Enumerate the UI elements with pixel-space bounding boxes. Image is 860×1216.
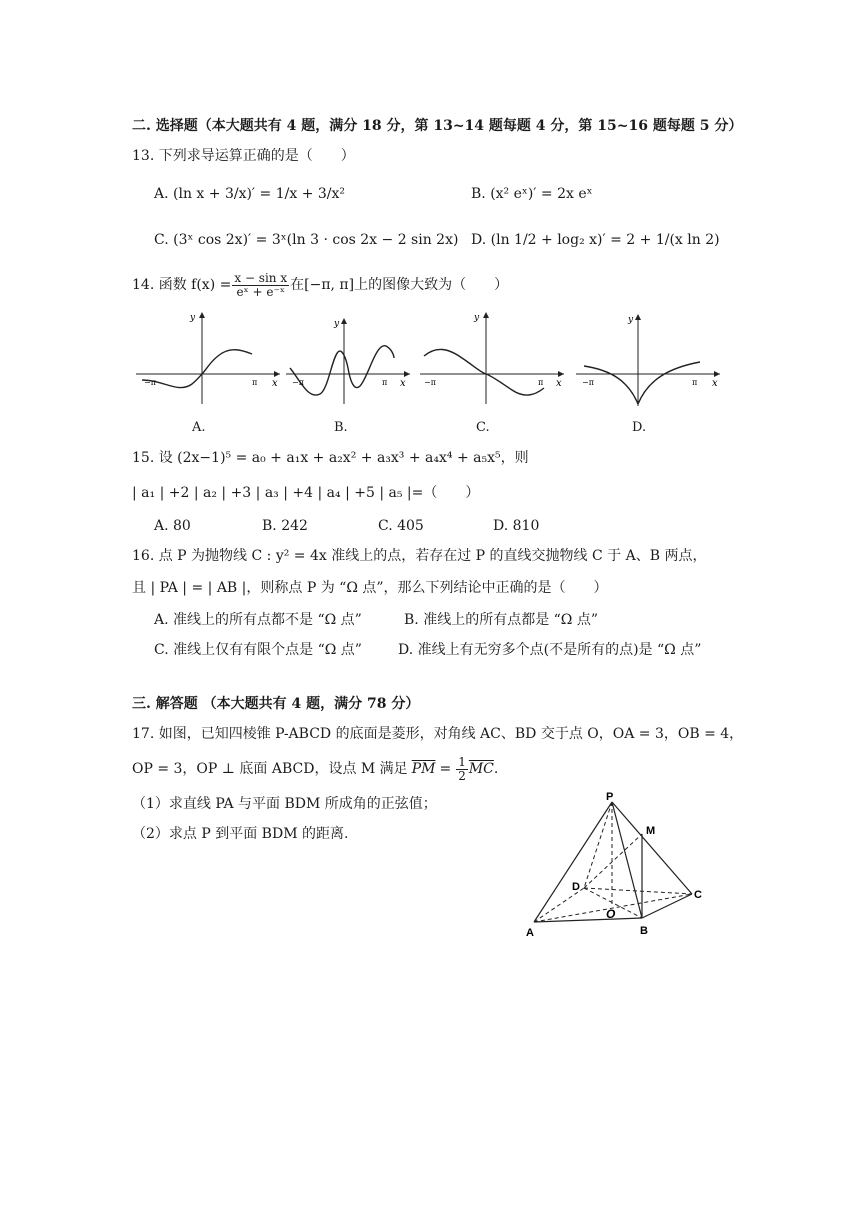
label-o: O <box>606 907 616 921</box>
half-denominator: 2 <box>458 768 466 783</box>
graph-b-curve <box>290 346 394 395</box>
edge-dm <box>584 834 642 888</box>
graph-b-y-label: y <box>334 319 340 329</box>
line2-period: . <box>493 760 499 777</box>
label-a: A <box>526 927 534 939</box>
graph-d-pi: π <box>692 378 698 387</box>
equals-sign: = <box>439 760 452 777</box>
graph-b-y-arrow <box>341 318 347 324</box>
half-fraction <box>456 756 468 782</box>
q14-fraction <box>232 272 289 298</box>
graph-a-pi: π <box>252 378 258 387</box>
q16-option-b: B. 准线上的所有点都是 “Ω 点” <box>404 612 599 628</box>
q14-fraction-denominator: eˣ + e⁻ˣ <box>236 284 285 299</box>
graph-b-label: B. <box>334 420 348 435</box>
graph-c-curve <box>424 349 544 395</box>
graph-d <box>574 308 724 408</box>
q15-option-a: A. 80 <box>154 518 191 534</box>
label-d: D <box>572 881 580 893</box>
q13-option-d: D. (ln 1/2 + log₂ x)′ = 2 + 1/(x ln 2) <box>471 232 720 248</box>
q17-line1: 17. 如图，已知四棱锥 P-ABCD 的底面是菱形，对角线 AC、BD 交于点 O，OA = 3，OB = 4， <box>132 726 744 742</box>
graph-a-curve <box>142 350 252 388</box>
q16-line1: 16. 点 P 为抛物线 C : y² = 4x 准线上的点，若存在过 P 的直线交抛物线 C 于 A、B 两点， <box>132 548 707 564</box>
graph-a-y-arrow <box>199 312 205 318</box>
q17-part2: （2）求点 P 到平面 BDM 的距离. <box>132 826 349 842</box>
section-3-title: 三. 解答题 （本大题共有 4 题，满分 78 分） <box>132 696 420 712</box>
label-b: B <box>640 925 648 937</box>
graph-c-pi: π <box>538 378 544 387</box>
graph-d-y-label: y <box>628 315 634 325</box>
graph-a-neg-pi: −π <box>144 378 156 387</box>
half-numerator: 1 <box>458 755 466 769</box>
q13-stem: 13. 下列求导运算正确的是（ ） <box>132 148 355 164</box>
q16-option-a: A. 准线上的所有点都不是 “Ω 点” <box>154 612 362 628</box>
q15-line2: | a₁ | +2 | a₂ | +3 | a₃ | +4 | a₄ | +5 | a₅ |=（ ） <box>132 485 480 501</box>
q14-stem-pre: 14. 函数 f(x) = <box>132 276 232 293</box>
graph-a-label: A. <box>192 420 206 435</box>
graph-d-x-label: x <box>712 378 718 389</box>
edge-ab <box>534 918 642 922</box>
graph-c-y-label: y <box>474 313 480 323</box>
graph-b-x-arrow <box>404 371 410 377</box>
graph-b <box>284 308 414 408</box>
q13-option-b: B. (x² eˣ)′ = 2x eˣ <box>471 186 593 202</box>
q14-stem <box>132 272 508 298</box>
graph-a <box>134 308 284 408</box>
q15-stem: 15. 设 (2x−1)⁵ = a₀ + a₁x + a₂x² + a₃x³ + a₄x⁴ + a₅x⁵，则 <box>132 450 529 466</box>
label-m: M <box>646 825 656 837</box>
graph-a-x-arrow <box>274 371 280 377</box>
graph-c-x-label: x <box>556 378 562 389</box>
q17-line2-text: OP = 3，OP ⊥ 底面 ABCD，设点 M 满足 <box>132 760 408 777</box>
q15-option-c: C. 405 <box>378 518 424 534</box>
q13-option-a: A. (ln x + 3/x)′ = 1/x + 3/x² <box>154 186 346 202</box>
q17-line2 <box>132 756 498 782</box>
graph-d-label: D. <box>632 420 647 435</box>
graph-b-x-label: x <box>400 378 406 389</box>
label-c: C <box>694 889 702 901</box>
graph-a-y-label: y <box>190 313 196 323</box>
q16-option-c: C. 准线上仅有有限个点是 “Ω 点” <box>154 642 362 658</box>
q14-fraction-numerator: x − sin x <box>234 271 288 285</box>
graph-b-pi: π <box>382 378 388 387</box>
q13-option-c: C. (3ˣ cos 2x)′ = 3ˣ(ln 3 · cos 2x − 2 sin 2x) <box>154 232 459 248</box>
edge-dc <box>584 888 692 894</box>
graph-c-label: C. <box>476 420 490 435</box>
section-2-title: 二. 选择题（本大题共有 4 题，满分 18 分，第 13~14 题每题 4 分，第 15~16 题每题 5 分） <box>132 118 743 134</box>
label-p: P <box>606 791 614 803</box>
graph-d-y-arrow <box>635 314 641 320</box>
graph-b-neg-pi: −π <box>292 378 304 387</box>
edge-bc <box>642 894 692 918</box>
q16-option-d: D. 准线上有无穷多个点(不是所有的点)是 “Ω 点” <box>398 642 702 658</box>
graph-d-curve <box>584 362 700 404</box>
q16-line2: 且 | PA | = | AB |，则称点 P 为 “Ω 点”，那么下列结论中正确的是（ ） <box>132 580 608 596</box>
pyramid-figure <box>524 790 714 940</box>
q17-part1: （1）求直线 PA 与平面 BDM 所成角的正弦值； <box>132 796 437 812</box>
edge-pa <box>534 802 612 922</box>
graph-c <box>418 308 568 408</box>
graph-d-neg-pi: −π <box>582 378 594 387</box>
q14-stem-post: 在[−π, π]上的图像大致为（ ） <box>290 276 509 293</box>
q15-option-b: B. 242 <box>262 518 308 534</box>
edge-pd <box>584 802 612 888</box>
vector-mc: $\overline{MC}$ <box>468 760 494 777</box>
edge-ad <box>534 888 584 922</box>
q15-option-d: D. 810 <box>493 518 540 534</box>
graph-c-x-arrow <box>558 371 564 377</box>
graph-c-y-arrow <box>483 312 489 318</box>
vector-pm: $\overline{PM}$ <box>411 760 436 777</box>
graph-a-x-label: x <box>272 378 278 389</box>
graph-c-neg-pi: −π <box>424 378 436 387</box>
graph-d-x-arrow <box>714 371 720 377</box>
